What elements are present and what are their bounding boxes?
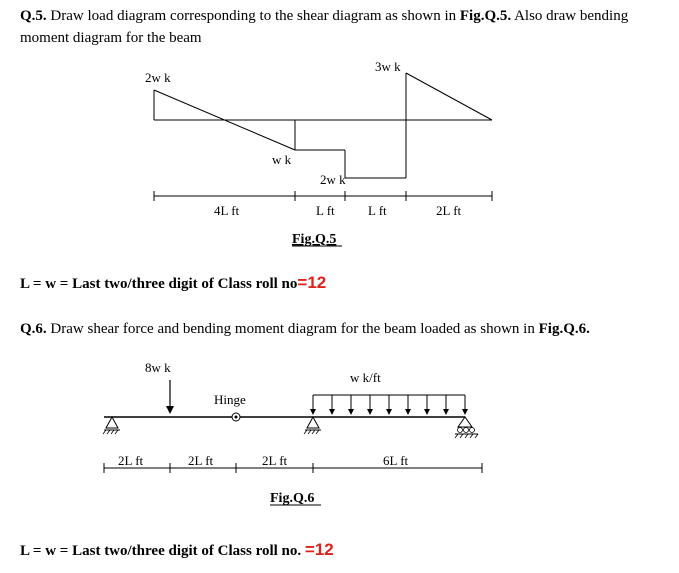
q6-note-text: L = w = Last two/three digit of Class roll no. bbox=[20, 543, 305, 559]
q6-point-load-label: 8w k bbox=[145, 360, 171, 375]
q6-dim-label: 2L ft bbox=[118, 453, 144, 468]
q5-dim-label: L ft bbox=[316, 203, 335, 218]
q6-note-value: =12 bbox=[304, 540, 334, 559]
q6-question-text bbox=[20, 318, 670, 340]
q6-beam-diagram bbox=[0, 350, 679, 520]
q6-right-roller-support-icon bbox=[455, 417, 478, 438]
q6-dim-label: 6L ft bbox=[383, 453, 409, 468]
q6-hinge-icon bbox=[232, 413, 240, 421]
q6-class-roll-note bbox=[20, 540, 334, 560]
q6-text-before: Draw shear force and bending moment diagram for the beam loaded as shown in bbox=[46, 321, 539, 337]
q6-left-support-icon bbox=[103, 417, 120, 434]
q5-text-after: Also draw bending moment diagram for the beam bbox=[20, 8, 629, 46]
q6-hinge-label: Hinge bbox=[214, 392, 246, 407]
q5-label: Q.5. bbox=[20, 8, 47, 24]
q5-dim-label: L ft bbox=[368, 203, 387, 218]
q5-shear-diagram bbox=[0, 0, 679, 260]
q5-fig-caption: Fig.Q.5 bbox=[292, 232, 337, 247]
q6-middle-support-icon bbox=[304, 417, 321, 434]
q5-note-value: =12 bbox=[297, 273, 327, 292]
q6-fig-ref: Fig.Q.6. bbox=[538, 321, 590, 337]
q6-dim-label: 2L ft bbox=[262, 453, 288, 468]
q6-label: Q.6. bbox=[20, 321, 47, 337]
q5-fig-ref: Fig.Q.5. bbox=[459, 8, 512, 24]
q5-right-slope bbox=[406, 73, 492, 120]
q5-text-before: Draw load diagram corresponding to the shear diagram as shown in bbox=[46, 8, 460, 24]
q5-label-left-top: 2w k bbox=[145, 70, 171, 85]
q5-label-right-top: 3w k bbox=[375, 59, 401, 74]
q6-point-load-arrow-icon bbox=[166, 380, 174, 414]
q5-dim-label: 2L ft bbox=[436, 203, 462, 218]
q6-udl-label: w k/ft bbox=[350, 370, 381, 385]
q6-udl-arrows-icon bbox=[310, 395, 468, 415]
q5-class-roll-note bbox=[20, 273, 326, 293]
q6-fig-caption: Fig.Q.6 bbox=[270, 491, 315, 506]
q5-dim-label: 4L ft bbox=[214, 203, 240, 218]
q5-note-text: L = w = Last two/three digit of Class roll no bbox=[20, 276, 298, 292]
q5-label-bottom-step: 2w k bbox=[320, 172, 346, 187]
q6-dim-label: 2L ft bbox=[188, 453, 214, 468]
q5-label-mid-drop: w k bbox=[272, 152, 292, 167]
